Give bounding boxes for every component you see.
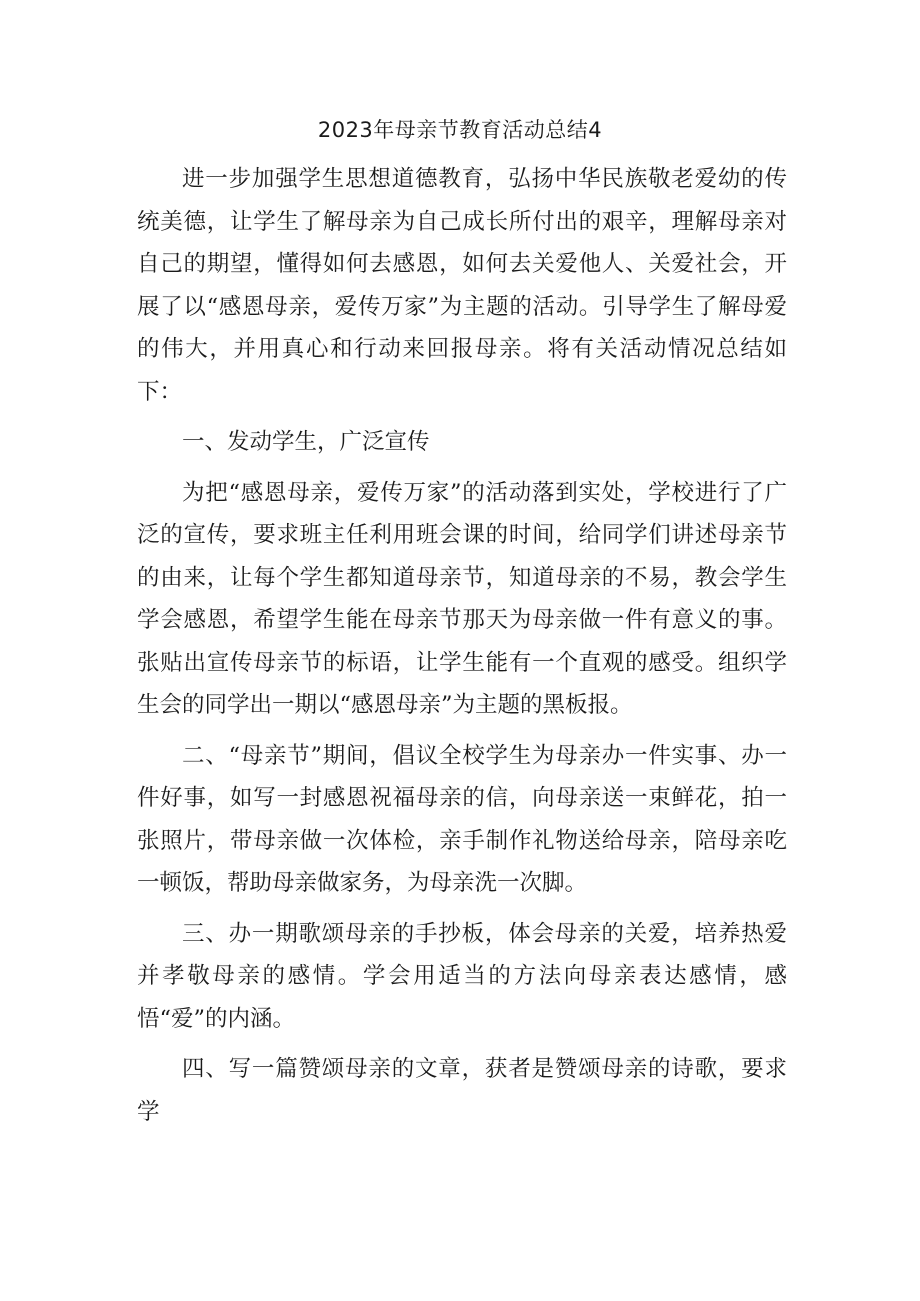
section-heading-1: 一、发动学生，广泛宣传	[182, 429, 430, 455]
intro-paragraph: 进一步加强学生思想道德教育，弘扬中华民族敬老爱幼的传统美德，让学生了解母亲为自己成长所付出的艰辛，理解母亲对自己的期望，懂得如何去感恩，如何去关爱他人、关爱社会，开展了以“感恩母亲，爱传万家”为主题的活动。引导学生了解母爱的伟大，并用真心和行动来回报母亲。将有关活动情况总结如下：	[137, 166, 787, 405]
section-1-paragraph: 为把“感恩母亲，爱传万家”的活动落到实处，学校进行了广泛的宣传，要求班主任利用班会课的时间，给同学们讲述母亲节的由来，让每个学生都知道母亲节，知道母亲的不易，教会学生学会感恩，希望学生能在母亲节那天为母亲做一件有意义的事。张贴出宣传母亲节的标语，让学生能有一个直观的感受。组织学生会的同学出一期以“感恩母亲”为主题的黑板报。	[137, 479, 787, 718]
document-body	[137, 158, 787, 1141]
section-2-paragraph: 二、“母亲节”期间，倡议全校学生为母亲办一件实事、办一件好事，如写一封感恩祝福母亲的信，向母亲送一束鲜花，拍一张照片，带母亲做一次体检，亲手制作礼物送给母亲，陪母亲吃一顿饭，帮助母亲做家务，为母亲洗一次脚。	[137, 742, 787, 896]
document-title: 2023年母亲节教育活动总结4	[317, 118, 603, 142]
section-3-paragraph: 三、办一期歌颂母亲的手抄板，体会母亲的关爱，培养热爱并孝敬母亲的感情。学会用适当的方法向母亲表达感情，感悟“爱”的内涵。	[137, 920, 787, 1032]
section-4-paragraph: 四、写一篇赞颂母亲的文章，获者是赞颂母亲的诗歌，要求学	[137, 1056, 787, 1125]
